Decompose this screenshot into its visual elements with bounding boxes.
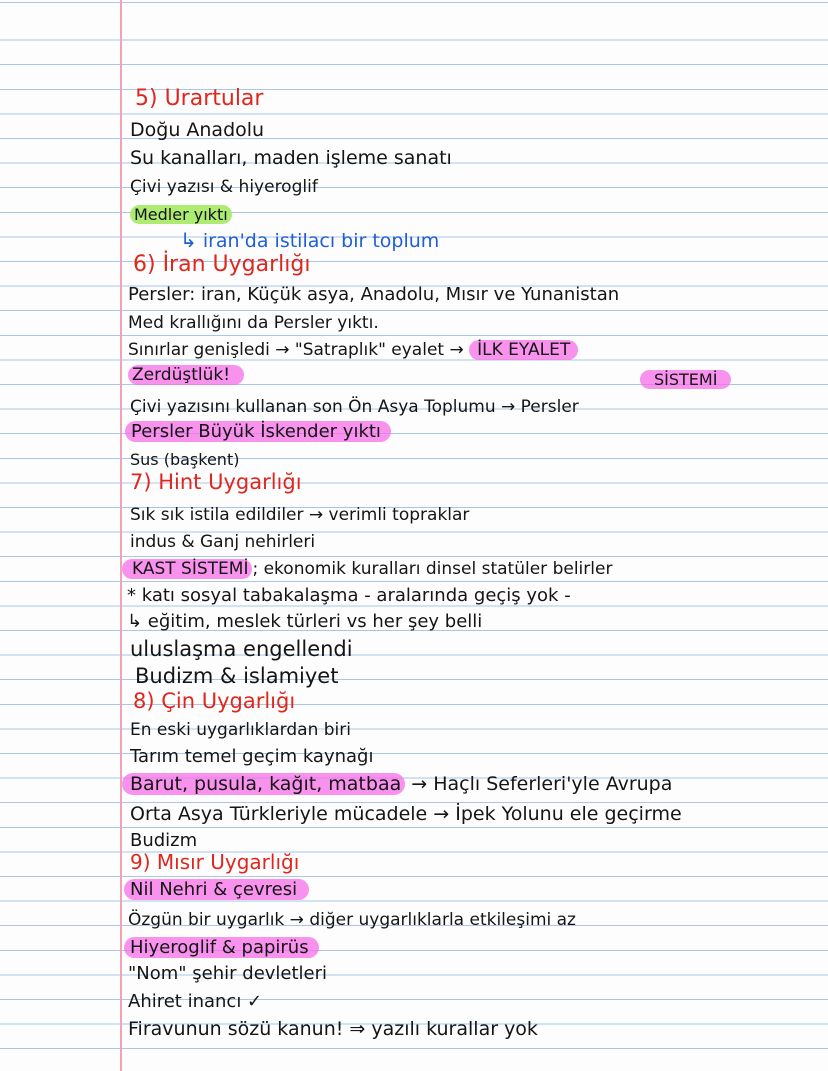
misir-heading: 9) Mısır Uygarlığı	[130, 850, 300, 874]
highlight-pink: Hiyeroglif & papirüs	[124, 937, 319, 958]
satrap-text: Sınırlar genişledi → "Satraplık" eyalet →	[128, 340, 464, 360]
misir-firavun: Firavunun sözü kanun! ⇒ yazılı kurallar yok	[128, 1018, 538, 1040]
arrow-icon: ↳	[180, 228, 197, 252]
iran-satrap	[128, 338, 578, 362]
highlight-pink: Barut, pusula, kağıt, matbaa	[122, 773, 405, 795]
iran-sistemi	[640, 368, 731, 392]
iran-civi: Çivi yazısını kullanan son Ön Asya Toplumu → Persler	[130, 397, 579, 417]
iran-med: Med krallığını da Persler yıktı.	[128, 313, 379, 333]
urartular-heading: 5) Urartular	[135, 86, 264, 111]
haclı-text: → Haçlı Seferleri'yle Avrupa	[411, 773, 673, 795]
highlight-pink: Nil Nehri & çevresi	[124, 879, 309, 900]
iran-heading: 6) İran Uygarlığı	[133, 252, 311, 277]
misir-nom: "Nom" şehir devletleri	[128, 963, 328, 984]
cin-tarim: Tarım temel geçim kaynağı	[130, 746, 374, 767]
highlight-pink: SİSTEMİ	[640, 370, 731, 389]
cin-icatlar	[122, 772, 672, 796]
hint-tabakalasma: * katı sosyal tabakalaşma - aralarında geçiş yok -	[127, 585, 571, 606]
cin-turkler: Orta Asya Türkleriyle mücadele → İpek Yolunu ele geçirme	[130, 803, 682, 825]
misir-nil	[124, 878, 309, 902]
highlight-pink: KAST SİSTEMİ	[122, 559, 252, 579]
iran-sus: Sus (başkent)	[130, 450, 240, 469]
hint-budizm: Budizm & islamiyet	[135, 664, 339, 688]
cin-eski: En eski uygarlıklardan biri	[130, 720, 351, 740]
margin-line	[120, 0, 122, 1071]
urartular-note	[180, 228, 439, 253]
cin-budizm: Budizm	[130, 830, 198, 851]
highlight-green: Medler yıktı	[130, 205, 232, 224]
hint-egitim: ↳ eğitim, meslek türleri vs her şey belli	[127, 611, 483, 632]
highlight-pink: Zerdüştlük!	[128, 365, 244, 385]
misir-ahiret: Ahiret inancı ✓	[128, 991, 263, 1012]
hint-uluslasma: uluslaşma engellendi	[130, 637, 353, 661]
kast-text: ; ekonomik kuralları dinsel statüler belirler	[252, 559, 613, 579]
hint-heading: 7) Hint Uygarlığı	[130, 470, 302, 494]
misir-ozgun: Özgün bir uygarlık → diğer uygarlıklarla etkileşimi az	[128, 910, 576, 930]
iran-zerdust	[128, 363, 244, 387]
iran-persler: Persler: iran, Küçük asya, Anadolu, Mısır ve Yunanistan	[128, 284, 620, 305]
highlight-pink: İLK EYALET	[469, 340, 578, 360]
note-text: iran'da istilacı bir toplum	[202, 230, 440, 252]
cin-heading: 8) Çin Uygarlığı	[133, 689, 296, 713]
highlight-pink: Persler Büyük İskender yıktı	[125, 421, 391, 442]
urartular-script: Çivi yazısı & hiyeroglif	[130, 177, 318, 197]
urartular-water-channels: Su kanalları, maden işleme sanatı	[130, 147, 452, 169]
hint-istila: Sık sık istila edildiler → verimli topraklar	[130, 505, 470, 525]
hint-kast	[122, 557, 612, 581]
urartular-location: Doğu Anadolu	[130, 119, 265, 141]
urartular-destroyed-by	[130, 203, 232, 227]
iran-iskender	[125, 420, 391, 444]
misir-hiyeroglif	[124, 936, 319, 960]
hint-nehirler: indus & Ganj nehirleri	[130, 532, 316, 552]
